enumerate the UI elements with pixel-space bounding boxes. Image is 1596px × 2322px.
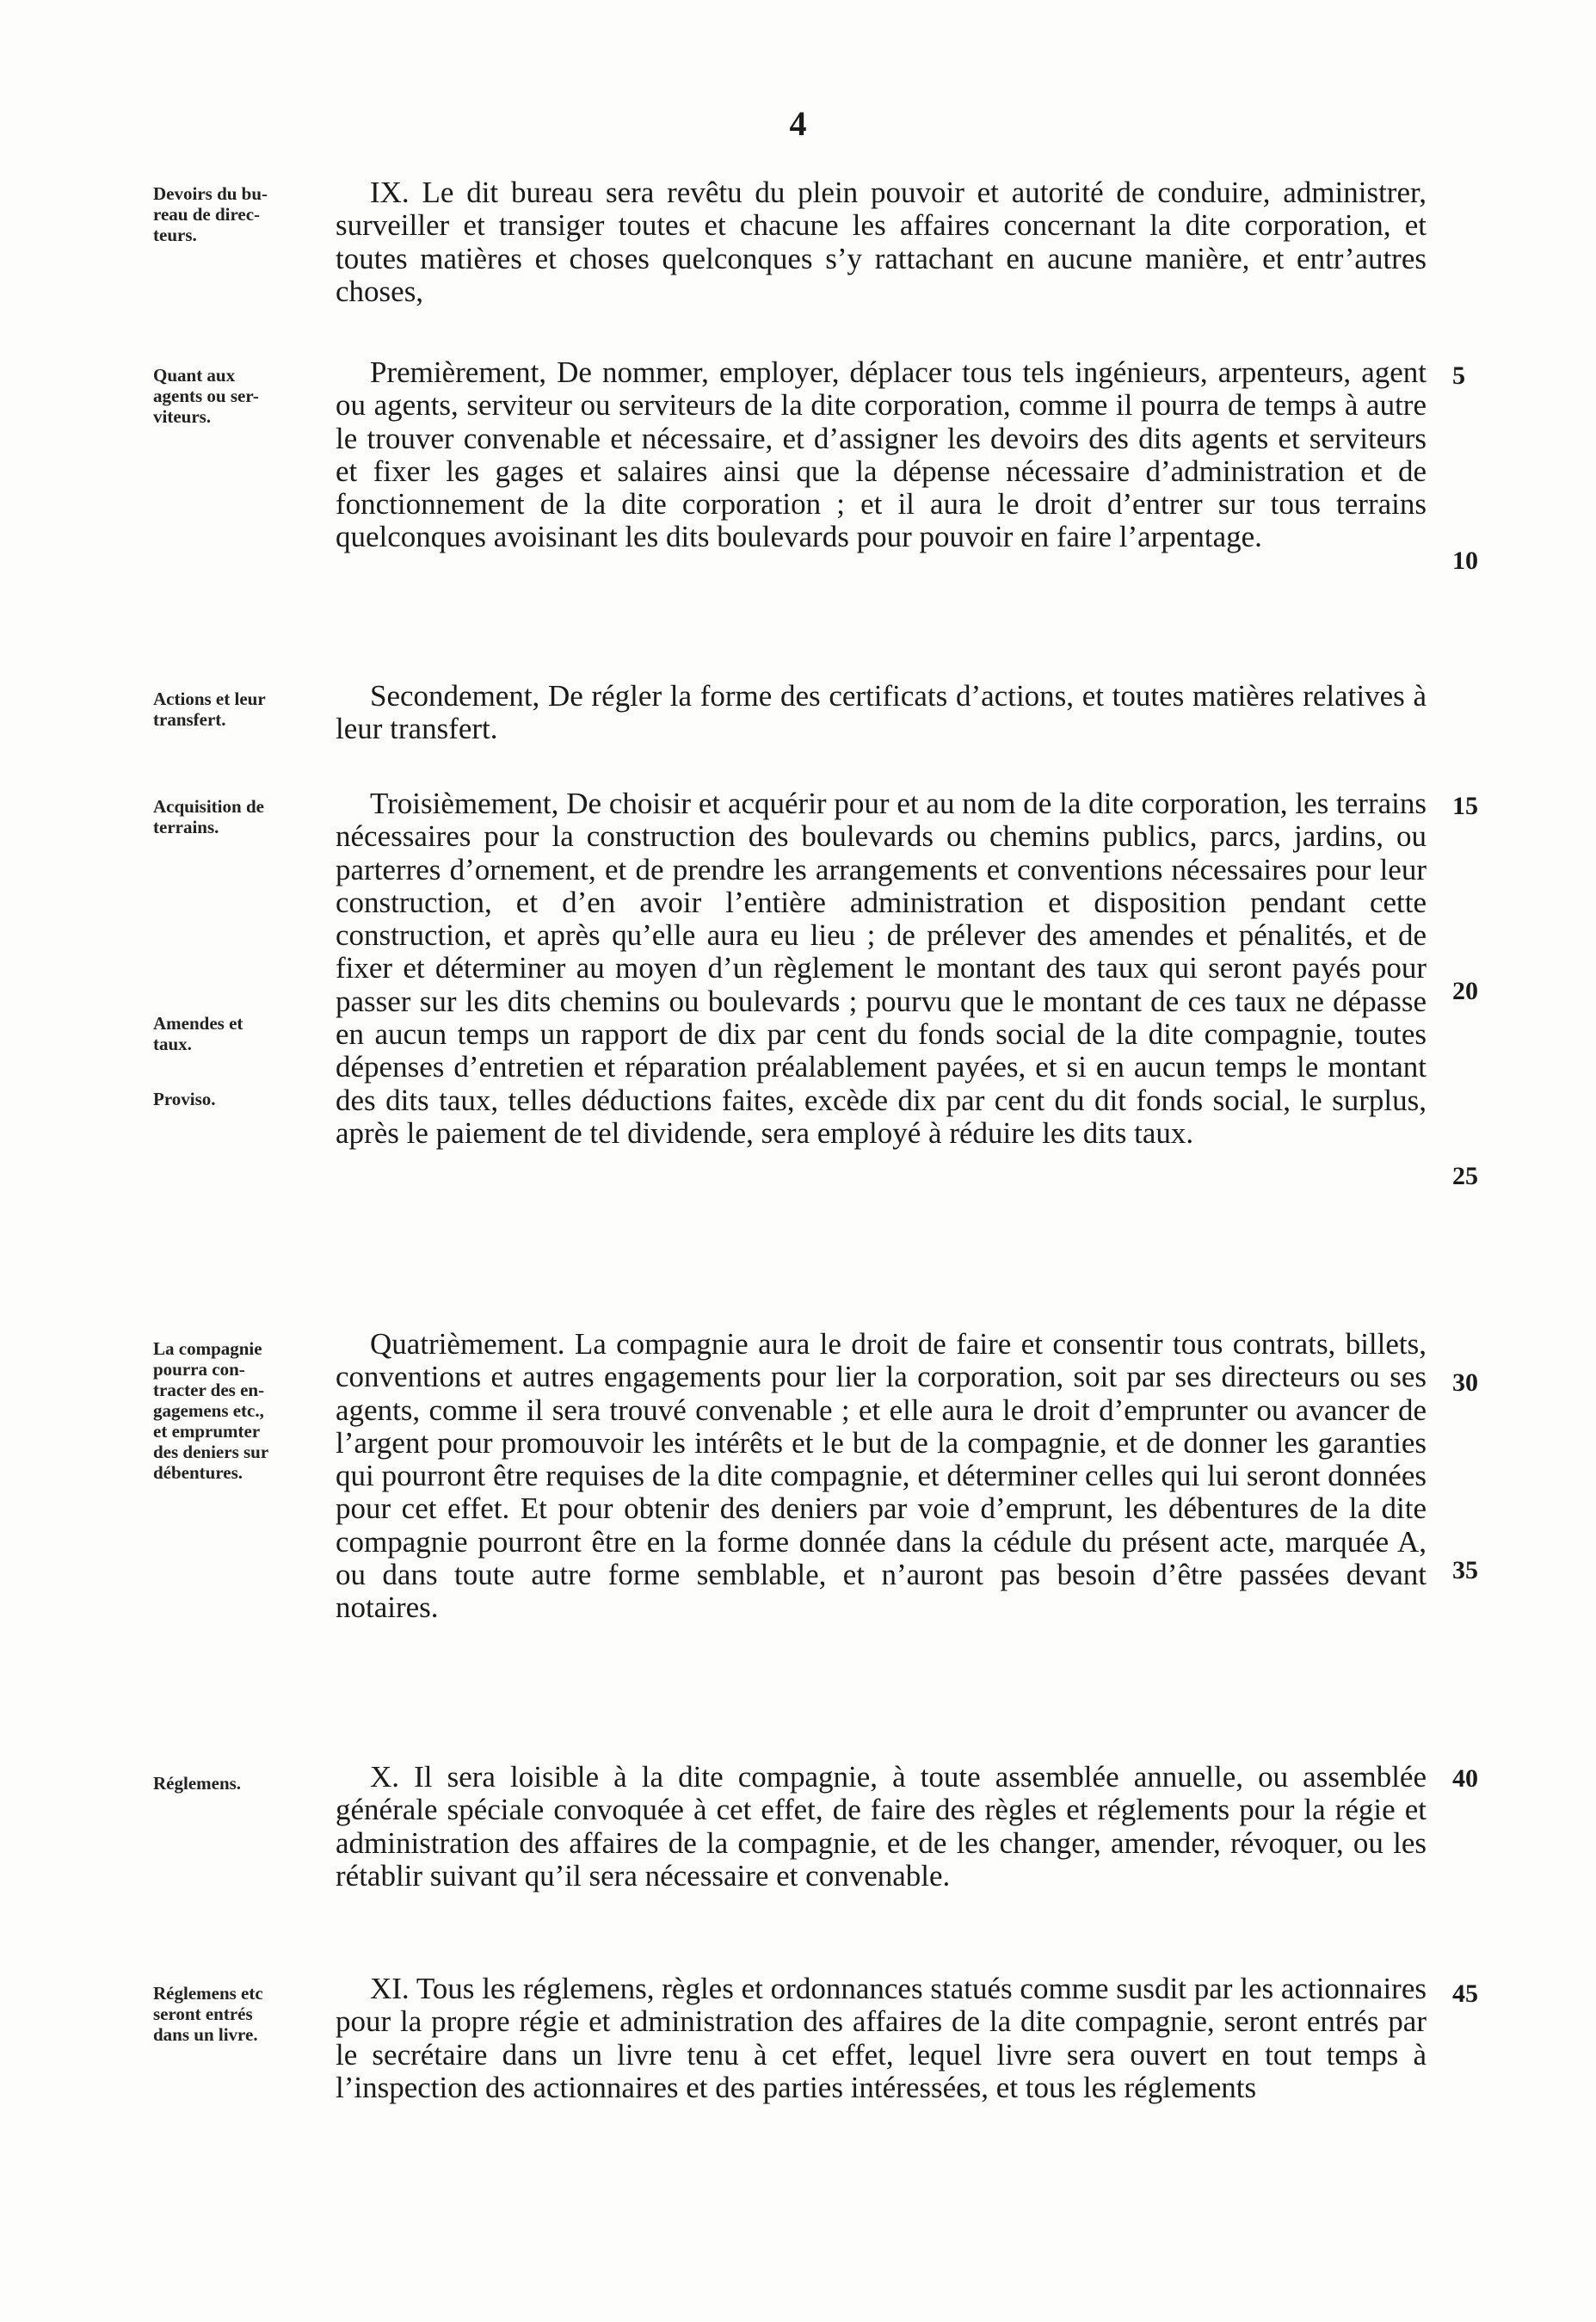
paragraph <box>336 787 1427 1150</box>
margin-note-line: Amendes et <box>153 1013 243 1034</box>
paragraph-text: Troisièmement, De choisir et acquérir pour et au nom de la dite corporation, les terrains nécessaires pour la construction des boulevards ou chemins publics, parcs, jardins, ou parterres d’ornement, et de prendre les arrangements et conventions nécessaires pour leur construction, et d’en avoir l’entière administration et disposition pendant cette construction, et après qu’elle aura eu lieu ; de prélever des amendes et pénalités, et de fixer et déterminer au moyen d’un règlement le montant des taux qui seront payés pour passer sur les dits chemins ou boulevards ; pourvu que le montant de ces taux ne dépasse en aucun temps un rapport de dix par cent du fonds social de la dite compagnie, toutes dépenses d’entretien et réparation préalablement payées, et si en aucun temps le montant des dits taux, telles déductions faites, excède dix par cent du dit fonds social, le surplus, après le paiement de tel dividende, sera employé à réduire les dits taux. <box>336 787 1427 1150</box>
margin-note-line: pourra con- <box>153 1359 245 1380</box>
margin-note-line: Réglemens. <box>153 1773 242 1794</box>
margin-note-line: des deniers sur <box>153 1442 269 1462</box>
paragraph-text: Quatrièmement. La compagnie aura le droit de faire et consentir tous contrats, billets, conventions et autres engagements pour lier la corporation, soit par ses directeurs ou ses agents, comme il sera trouvé convenable ; et elle aura le droit d’emprunter ou avancer de l’argent pour promouvoir les intérêts et le but de la compagnie, et de donner les garanties qui pourront être requises de la dite compagnie, et déterminer celles qui lui seront données pour cet effet. Et pour obtenir des deniers par voie d’emprunt, les débentures de la dite compagnie pourront être en la forme donnée dans la cédule du présent acte, marquée A, ou dans toute autre forme semblable, et n’auront pas besoin d’être passées devant notaires. <box>336 1327 1427 1625</box>
line-number: 30 <box>1452 1368 1478 1397</box>
margin-note-line: débentures. <box>153 1462 243 1483</box>
paragraph <box>336 1973 1427 2104</box>
paragraph-text: IX. Le dit bureau sera revêtu du plein pouvoir et autorité de conduire, administrer, surveiller et transiger toutes et chacune les affaires concernant la dite corporation, et toutes matières et choses quelconques s’y rattachant en aucune manière, et entr’autres choses, <box>336 176 1427 308</box>
margin-note-line: terrains. <box>153 817 219 837</box>
margin-note-line: agents ou ser- <box>153 386 259 406</box>
margin-note <box>153 796 330 837</box>
line-number: 5 <box>1452 361 1465 390</box>
margin-note <box>153 1773 330 1794</box>
paragraph-text: Premièrement, De nommer, employer, déplacer tous tels ingénieurs, arpenteurs, agent ou agents, serviteur ou serviteurs de la dite corporation, comme il pourra de temps à autre le trouver convenable et nécessaire, et d’assigner les devoirs des dits agents et serviteurs et fixer les gages et salaires ainsi que la dépense nécessaire d’administration et de fonctionnement de la dite corporation ; et il aura le droit d’entrer sur tous terrains quelconques avoisinant les dits boulevards pour pouvoir en faire l’arpentage. <box>336 355 1427 554</box>
margin-note-line: Réglemens etc <box>153 1983 263 2004</box>
paragraph-text: X. Il sera loisible à la dite compagnie, à toute assemblée annuelle, ou assemblée générale spéciale convoquée à cet effet, de faire des règles et réglements pour la régie et administration des affaires de la compagnie, et de les changer, amender, révoquer, ou les rétablir suivant qu’il sera nécessaire et convenable. <box>336 1760 1427 1893</box>
margin-note <box>153 689 330 730</box>
line-number: 15 <box>1452 792 1478 820</box>
line-number: 40 <box>1452 1764 1478 1793</box>
paragraph-text: XI. Tous les réglemens, règles et ordonnances statués comme susdit par les actionnaires pour la propre régie et administration des affaires de la dite compagnie, seront entrés par le secrétaire dans un livre tenu à cet effet, lequel livre sera ouvert en tout temps à l’inspection des actionnaires et des parties intéressées, et tous les réglements <box>336 1972 1427 2104</box>
line-number: 35 <box>1452 1556 1478 1584</box>
margin-note <box>153 1013 330 1054</box>
margin-note <box>153 365 330 427</box>
margin-note-line: taux. <box>153 1034 192 1054</box>
paragraph <box>336 1761 1427 1893</box>
margin-note <box>153 1338 330 1483</box>
margin-note-line: et emprumter <box>153 1421 261 1442</box>
paragraph <box>336 356 1427 554</box>
margin-note-line: tracter des en- <box>153 1380 265 1400</box>
margin-note-line: Proviso. <box>153 1089 216 1109</box>
margin-note-line: Actions et leur <box>153 689 266 709</box>
margin-note-line: Quant aux <box>153 365 236 386</box>
margin-note-line: Devoirs du bu- <box>153 183 268 204</box>
margin-note-line: La compagnie <box>153 1338 262 1359</box>
paragraph <box>336 1328 1427 1625</box>
paragraph <box>336 680 1427 746</box>
margin-note-line: Acquisition de <box>153 796 264 817</box>
margin-note-line: viteurs. <box>153 406 212 427</box>
margin-note-line: dans un livre. <box>153 2024 258 2045</box>
margin-note-line: gagemens etc., <box>153 1400 264 1421</box>
margin-note-line: reau de direc- <box>153 204 261 225</box>
margin-note <box>153 1089 330 1109</box>
paragraph-text: Secondement, De régler la forme des certificats d’actions, et toutes matières relatives à leur transfert. <box>336 679 1427 746</box>
line-number: 45 <box>1452 1979 1478 2008</box>
margin-note-line: transfert. <box>153 709 226 730</box>
line-number: 20 <box>1452 977 1478 1005</box>
line-number: 10 <box>1452 547 1478 575</box>
paragraph <box>336 176 1427 308</box>
margin-note-line: teurs. <box>153 225 197 245</box>
margin-note <box>153 1983 330 2045</box>
page-number: 4 <box>789 104 807 143</box>
line-number: 25 <box>1452 1162 1478 1190</box>
margin-note <box>153 183 330 245</box>
margin-note-line: seront entrés <box>153 2004 253 2024</box>
